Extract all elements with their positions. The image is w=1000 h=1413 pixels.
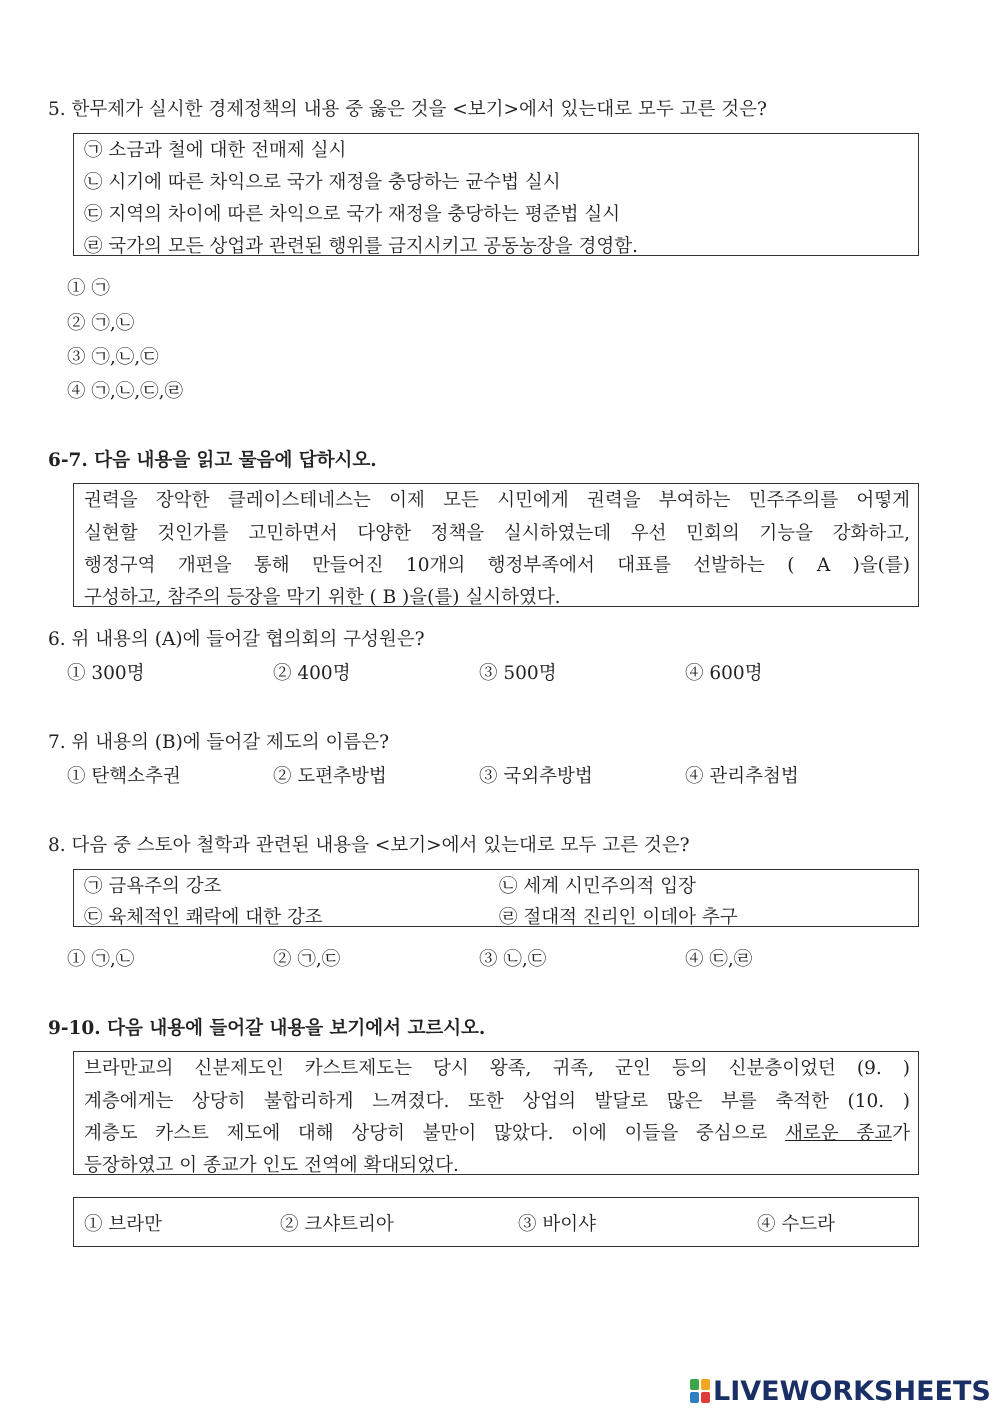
q910-choice-3[interactable]: ③ 바이샤 [518,1214,596,1235]
section-heading-6-7: 6-7. 다음 내용을 읽고 물음에 답하시오. [48,450,377,471]
q5-option-4[interactable]: ④ ㉠,㉡,㉢,㉣ [67,381,184,402]
q7-option-4[interactable]: ④ 관리추첨법 [685,766,799,787]
section-heading-9-10: 9-10. 다음 내용에 들어갈 내용을 보기에서 고르시오. [48,1018,486,1039]
q6-option-4[interactable]: ④ 600명 [685,663,763,684]
q910-passage-line-4: 등장하였고 이 종교가 인도 전역에 확대되었다. [84,1155,459,1176]
q8-example-box [73,869,919,927]
q5-example-3: ㉢ 지역의 차이에 따른 차익으로 국가 재정을 충당하는 평준법 실시 [84,204,621,225]
q67-passage-box [73,483,919,607]
question-7: 7. 위 내용의 (B)에 들어갈 제도의 이름은? [48,732,390,753]
q8-option-2[interactable]: ② ㉠,㉢ [273,949,341,970]
q7-option-2[interactable]: ② 도편추방법 [273,766,387,787]
q8-example-4: ㉣ 절대적 진리인 이데아 추구 [499,907,738,928]
q8-example-2: ㉡ 세계 시민주의적 입장 [499,876,696,897]
q8-example-3: ㉢ 육체적인 쾌락에 대한 강조 [84,907,323,928]
q6-option-1[interactable]: ① 300명 [67,663,145,684]
q5-example-1: ㉠ 소금과 철에 대한 전매제 실시 [84,140,347,161]
question-5: 5. 한무제가 실시한 경제정책의 내용 중 옳은 것을 <보기>에서 있는대로 모두 고른 것은? [48,99,767,120]
q910-passage-line-3-end: 가 [892,1123,910,1144]
q5-option-1[interactable]: ① ㉠ [67,278,110,299]
q8-option-3[interactable]: ③ ㉡,㉢ [479,949,547,970]
q67-passage-line-1: 권력을 장악한 클레이스테네스는 이제 모든 시민에게 권력을 부여하는 민주주의를 어떻게 [84,490,910,511]
q6-option-2[interactable]: ② 400명 [273,663,351,684]
q8-option-4[interactable]: ④ ㉢,㉣ [685,949,753,970]
q5-example-4: ㉣ 국가의 모든 상업과 관련된 행위를 금지시키고 공동농장을 경영함. [84,236,638,257]
q67-passage-line-2: 실현할 것인가를 고민하면서 다양한 정책을 실시하였는데 우선 민회의 기능을 강화하고, [84,523,910,544]
q910-passage-box [73,1051,919,1175]
q7-option-1[interactable]: ① 탄핵소추권 [67,766,181,787]
liveworksheets-logo [690,1373,991,1409]
question-8: 8. 다음 중 스토아 철학과 관련된 내용을 <보기>에서 있는대로 모두 고른 것은? [48,835,690,856]
question-6: 6. 위 내용의 (A)에 들어갈 협의회의 구성원은? [48,629,425,650]
q67-passage-line-4: 구성하고, 참주의 등장을 막기 위한 ( B )을(를) 실시하였다. [84,587,561,608]
q910-passage-line-1: 브라만교의 신분제도인 카스트제도는 당시 왕족, 귀족, 군인 등의 신분층이었던 (9. ) [84,1058,910,1079]
q910-passage-line-3 [84,1119,910,1145]
q910-choice-box [73,1197,919,1247]
q5-option-2[interactable]: ② ㉠,㉡ [67,313,135,334]
q6-option-3[interactable]: ③ 500명 [479,663,557,684]
q910-passage-line-3-start: 계층도 카스트 제도에 대해 상당히 불만이 많았다. 이에 이들을 중심으로 [84,1123,786,1144]
q910-choice-1[interactable]: ① 브라만 [84,1214,162,1235]
q8-example-1: ㉠ 금욕주의 강조 [84,876,222,897]
q5-option-3[interactable]: ③ ㉠,㉡,㉢ [67,347,159,368]
q8-option-1[interactable]: ① ㉠,㉡ [67,949,135,970]
q910-choice-4[interactable]: ④ 수드라 [757,1214,835,1235]
liveworksheets-logo-mark [690,1379,710,1403]
q910-choice-2[interactable]: ② 크샤트리아 [280,1214,394,1235]
q910-passage-line-2: 계층에게는 상당히 불합리하게 느껴졌다. 또한 상업의 발달로 많은 부를 축적한 (10. ) [84,1091,910,1112]
q5-example-2: ㉡ 시기에 따른 차익으로 국가 재정을 충당하는 균수법 실시 [84,172,561,193]
q67-passage-line-3: 행정구역 개편을 통해 만들어진 10개의 행정부족에서 대표를 선발하는 ( A )을(를) [84,555,910,576]
q7-option-3[interactable]: ③ 국외추방법 [479,766,593,787]
q5-example-box [73,133,919,256]
new-religion-underlined: 새로운 종교 [785,1123,893,1144]
liveworksheets-logo-text: LIVEWORKSHEETS [713,1375,991,1407]
